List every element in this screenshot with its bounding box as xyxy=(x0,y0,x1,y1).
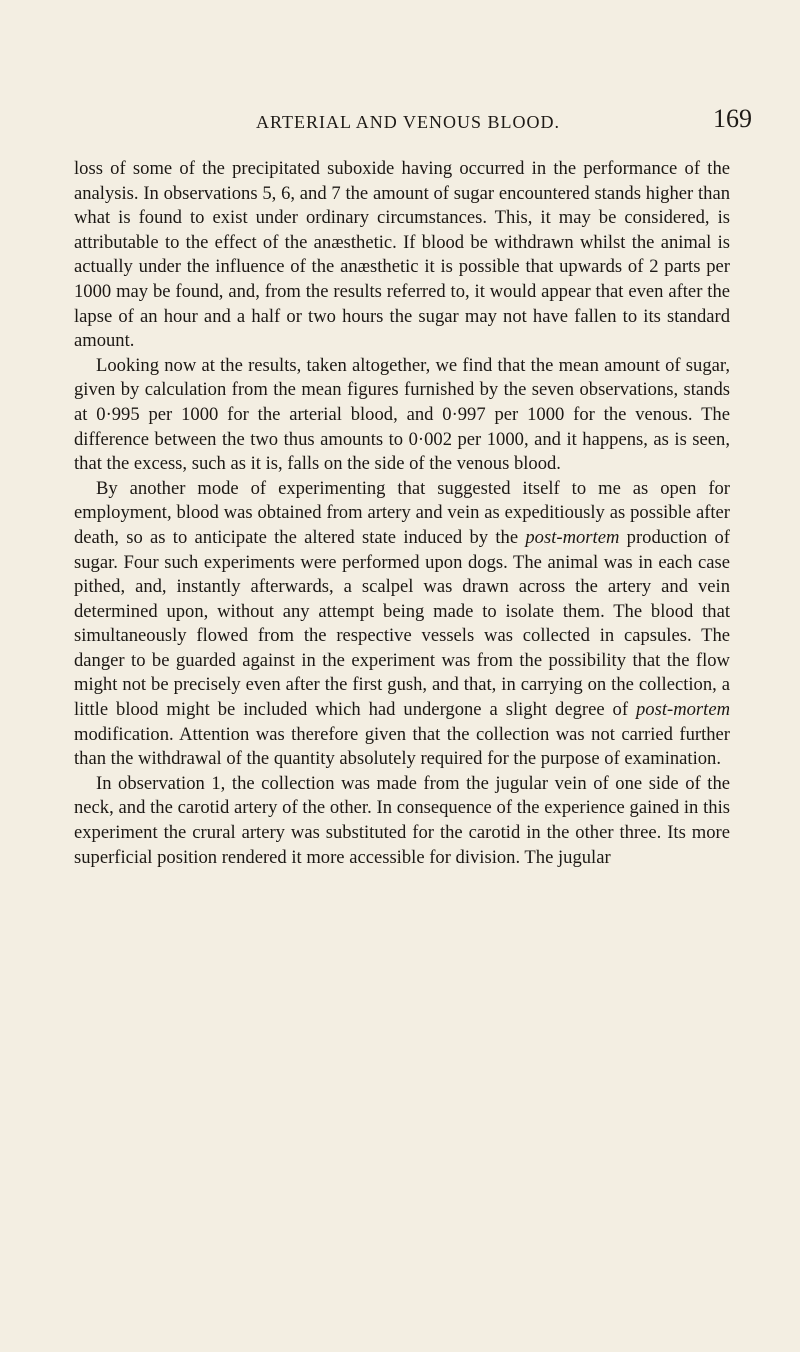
running-head xyxy=(68,104,752,140)
italic-term: post-mortem xyxy=(636,699,730,721)
paragraph-3-part-1: By another mode of experimenting that suggested itself to me as open for employment, blood was obtained from artery and vein as expeditiously as possible after death, so as to anticipate the altered state induced by the xyxy=(74,477,730,548)
running-title: ARTERIAL AND VENOUS BLOOD. xyxy=(256,112,560,132)
paragraph-3-part-3: modification. Attention was therefore given that the collection was not carried further than the withdrawal of the quantity absolutely required for the purpose of examination. xyxy=(74,723,730,770)
paragraph-4: In observation 1, the collection was made from the jugular vein of one side of the neck, and the carotid artery of the other. In consequence of the experience gained in this experiment the crural artery was substituted for the carotid in the other three. Its more superficial position rendered it more accessible for division. The jugular xyxy=(74,772,730,868)
paragraph-3 xyxy=(74,477,730,772)
body-text xyxy=(74,157,730,870)
paragraph-3-part-2: production of sugar. Four such experiments were performed upon dogs. The animal was in each case pithed, and, instantly afterwards, a scalpel was drawn across the artery and vein determined upon, without any attempt being made to isolate them. The blood that simultaneously flowed from the respective vessels was collected in capsules. The danger to be guarded against in the experiment was from the possibility that the flow might not be precisely even after the first gush, and that, in carrying on the collection, a little blood might be included which had undergone a slight degree of xyxy=(74,526,730,721)
paragraph-1: loss of some of the precipitated suboxide having occurred in the performance of the analysis. In observations 5, 6, and 7 the amount of sugar encountered stands higher than what is found to exist under ordinary circumstances. This, it may be considered, is attributable to the effect of the anæsthetic. If blood be withdrawn whilst the animal is actually under the influence of the anæsthetic it is possible that upwards of 2 parts per 1000 may be found, and, from the results referred to, it would appear that even after the lapse of an hour and a half or two hours the sugar may not have fallen to its standard amount. xyxy=(74,158,730,352)
page-number: 169 xyxy=(713,104,752,133)
italic-term: post-mortem xyxy=(525,526,620,548)
paragraph-2: Looking now at the results, taken altogether, we find that the mean amount of sugar, given by calculation from the mean figures furnished by the seven observations, stands at 0·995 per 1000 for the arterial blood, and 0·997 per 1000 for the venous. The difference between the two thus amounts to 0·002 per 1000, and it happens, as is seen, that the excess, such as it is, falls on the side of the venous blood. xyxy=(74,354,730,475)
